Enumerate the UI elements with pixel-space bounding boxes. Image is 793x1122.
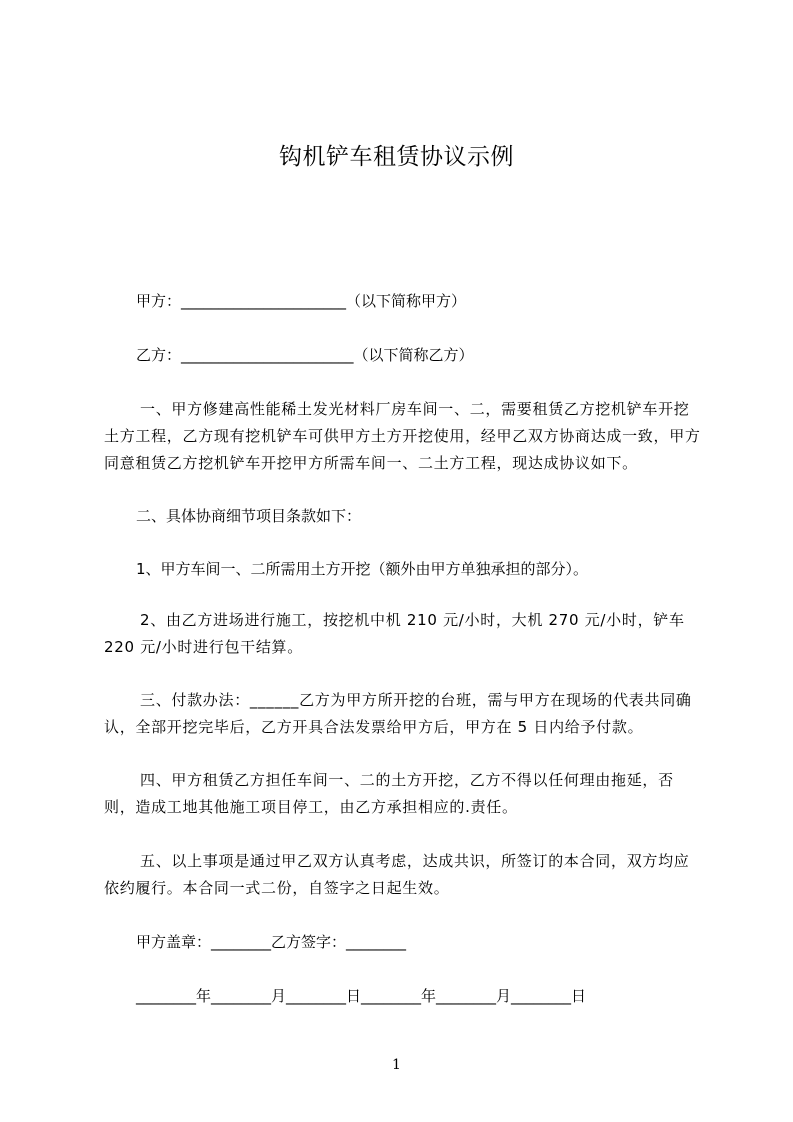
party-a-line: 甲方：______________________（以下简称甲方）: [136, 292, 467, 310]
clause-2-item-1: 1、甲方车间一、二所需用土方开挖（额外由甲方单独承担的部分）。: [136, 560, 589, 578]
clause-3-paragraph: 三、付款办法：______乙方为甲方所开挖的台班，需与甲方在现场的代表共同确认，全部开挖完毕后，乙方开具合法发票给甲方后，甲方在 5 日内给予付款。: [104, 691, 692, 736]
clause-4-paragraph: 四、甲方租赁乙方担任车间一、二的土方开挖，乙方不得以任何理由拖延，否则，造成工地其他施工项目停工，由乙方承担相应的.责任。: [104, 771, 674, 816]
signature-line: 甲方盖章：________乙方签字：________: [136, 933, 407, 951]
date-line: ________年________月________日________年________月________日: [136, 987, 587, 1005]
party-b-line: 乙方：_______________________（以下简称乙方）: [136, 346, 474, 364]
clause-5-paragraph: 五、以上事项是通过甲乙双方认真考虑，达成共识，所签订的本合同，双方均应依约履行。本合同一式二份，自签字之日起生效。: [104, 852, 690, 897]
clause-2-item-2: 2、由乙方进场进行施工，按挖机中机 210 元/小时，大机 270 元/小时，铲车 220 元/小时进行包干结算。: [104, 611, 685, 656]
document-title: 钩机铲车租赁协议示例: [279, 144, 514, 170]
clause-1-paragraph: 一、甲方修建高性能稀土发光材料厂房车间一、二，需要租赁乙方挖机铲车开挖土方工程，乙方现有挖机铲车可供甲方土方开挖使用，经甲乙双方协商达成一致，甲方同意租赁乙方挖机铲车开挖甲方所需车间一、二土方工程，现达成协议如下。: [104, 400, 701, 472]
clause-2-heading: 二、具体协商细节项目条款如下：: [136, 507, 362, 525]
page-number: 1: [392, 1057, 401, 1073]
